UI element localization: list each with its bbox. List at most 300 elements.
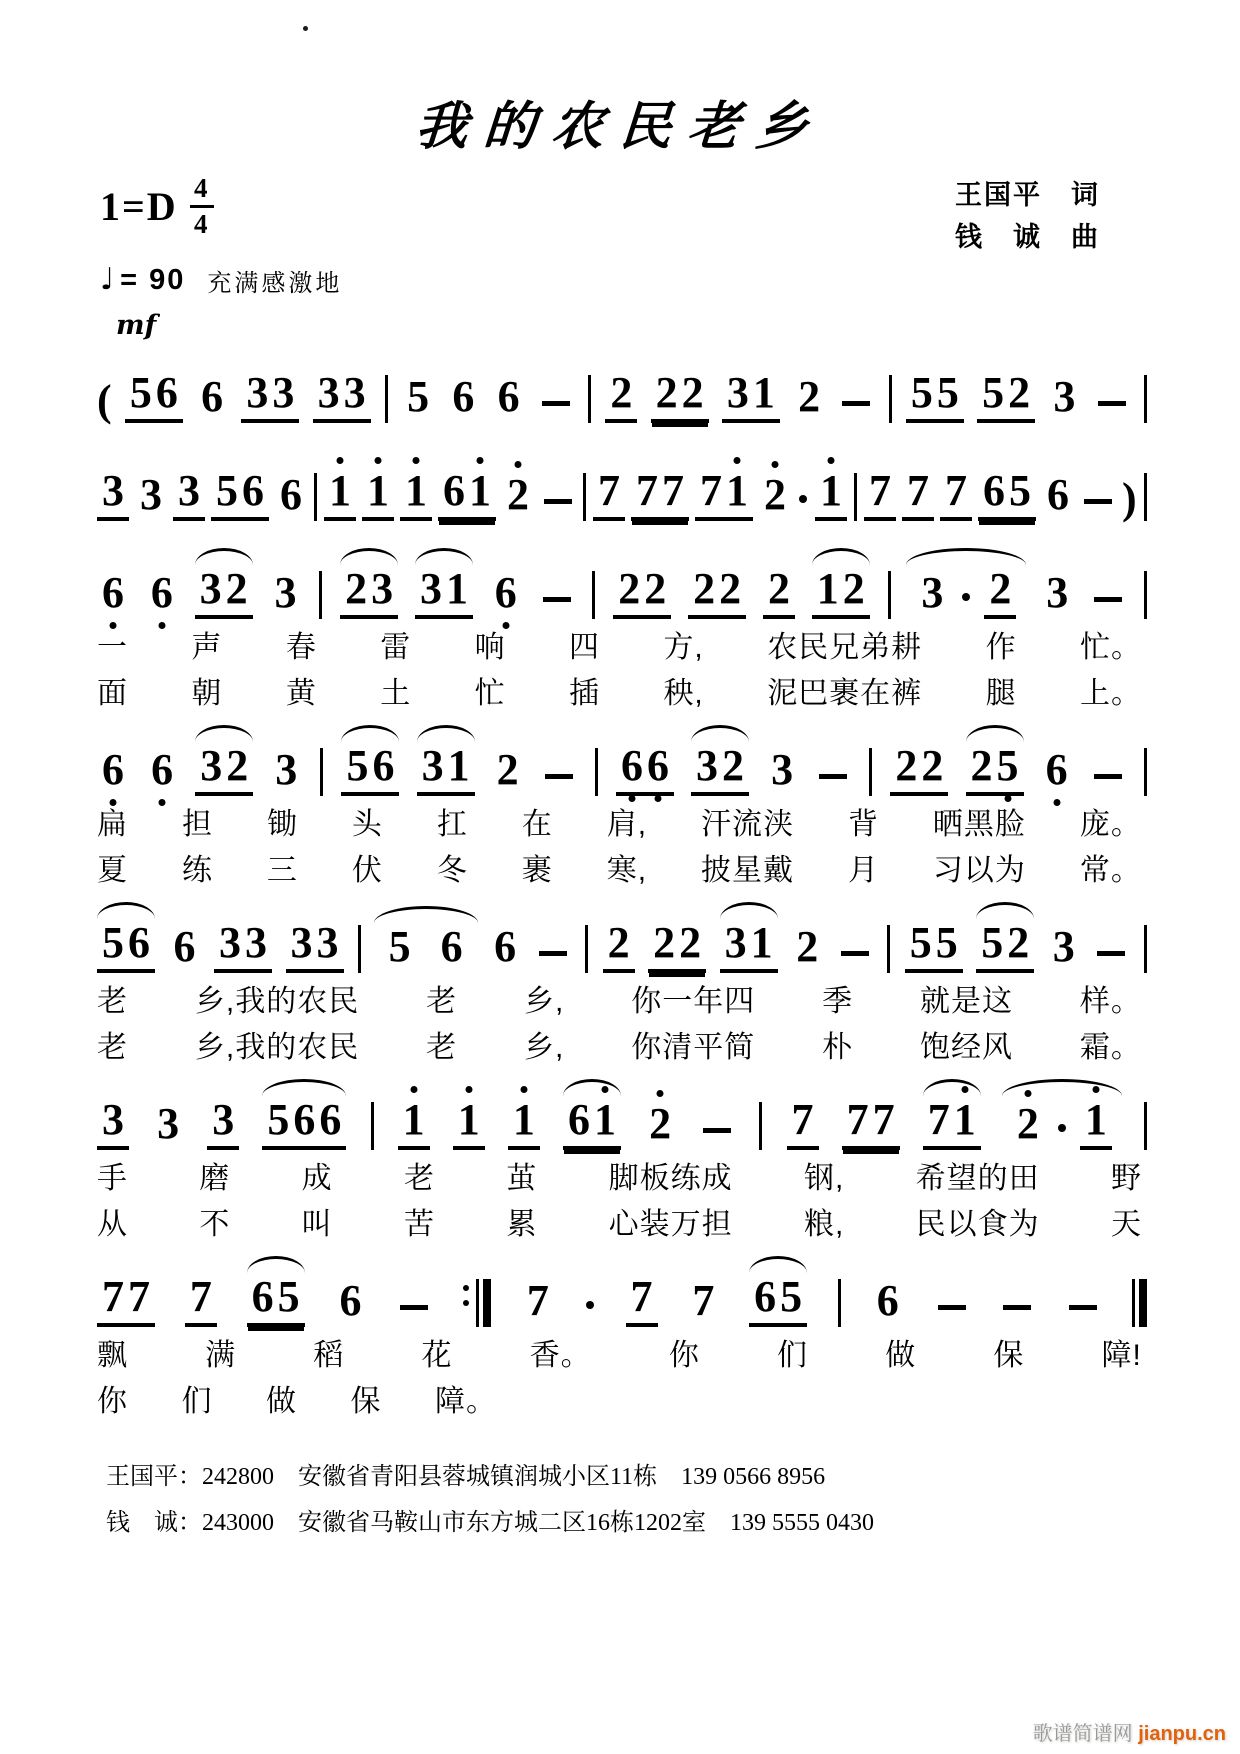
bar-thin-line bbox=[887, 925, 890, 973]
lyric-syllable: 朴 bbox=[822, 1031, 854, 1065]
tempo-value: = 90 bbox=[120, 263, 186, 296]
barline-single bbox=[319, 571, 322, 619]
note-digit: 2 bbox=[762, 473, 788, 517]
barline-single bbox=[759, 1102, 762, 1150]
note-digit: 6 bbox=[1047, 469, 1069, 519]
lyrics-line bbox=[97, 854, 1142, 889]
note-group bbox=[791, 923, 823, 973]
dash-note bbox=[543, 597, 571, 602]
barline-single bbox=[371, 1102, 374, 1150]
barline-single bbox=[588, 375, 591, 423]
dash-note bbox=[1094, 597, 1122, 602]
note-digit: 5 bbox=[129, 367, 152, 417]
note-group bbox=[415, 565, 473, 619]
note-group bbox=[563, 1096, 621, 1150]
octave-dot-high bbox=[520, 1086, 527, 1093]
bar-thin-line bbox=[854, 473, 857, 521]
lyric-syllable: 朝 bbox=[191, 677, 223, 711]
note-group bbox=[286, 919, 344, 973]
lyric-syllable: 一 bbox=[97, 630, 128, 664]
note-digit: 2 bbox=[496, 744, 519, 794]
notation-line bbox=[95, 449, 1150, 521]
song-title: 我的农民老乡 bbox=[413, 96, 826, 157]
note-digit: 5 bbox=[388, 921, 411, 971]
lyric-syllable: 障! bbox=[1101, 1338, 1142, 1372]
lyric-syllable: 晒黑脸 bbox=[932, 807, 1026, 841]
slur-group bbox=[1002, 1096, 1122, 1150]
note-digit: 7 bbox=[927, 1094, 950, 1144]
note-group bbox=[976, 919, 1034, 973]
note-group bbox=[453, 1096, 485, 1150]
octave-dot-low bbox=[110, 799, 117, 806]
note-group bbox=[493, 373, 525, 423]
note-group bbox=[766, 746, 798, 796]
octave-dot-high bbox=[1092, 1086, 1099, 1093]
note-digit: 5 bbox=[346, 740, 369, 790]
lyric-syllable: 天 bbox=[1110, 1208, 1142, 1242]
barline-single bbox=[1144, 1102, 1147, 1150]
note-digit: 5 bbox=[995, 744, 1021, 788]
note-digit: 2 bbox=[895, 740, 918, 790]
bar-thick-line bbox=[1139, 1279, 1147, 1327]
note-group bbox=[984, 565, 1016, 619]
note-group bbox=[436, 923, 468, 973]
key-signature bbox=[100, 175, 214, 238]
score-system bbox=[95, 547, 1150, 712]
note-group bbox=[812, 565, 870, 619]
lyric-syllable: 你一年四 bbox=[631, 984, 756, 1018]
octave-dot-high bbox=[1024, 1090, 1031, 1097]
barline-single bbox=[869, 748, 872, 796]
note-digit: 7 bbox=[872, 1094, 895, 1144]
lyric-syllable: 乡, bbox=[524, 984, 565, 1018]
lyric-syllable: 雷 bbox=[380, 630, 412, 664]
lyric-syllable: 老 bbox=[97, 984, 128, 1018]
note-group bbox=[906, 369, 964, 423]
augmentation-dot bbox=[799, 495, 807, 503]
note-digit: 2 bbox=[1008, 367, 1031, 417]
note-digit: 7 bbox=[846, 1094, 869, 1144]
note-digit: 5 bbox=[780, 1271, 803, 1321]
meter-numerator: 4 bbox=[193, 173, 210, 203]
octave-dot-high bbox=[375, 457, 382, 464]
note-digit: 7 bbox=[128, 1271, 150, 1321]
lyric-syllable: 你 bbox=[97, 1385, 128, 1419]
note-digit: 2 bbox=[647, 1102, 673, 1146]
note-digit: 3 bbox=[219, 917, 242, 967]
lyric-syllable: 叫 bbox=[301, 1208, 333, 1242]
lyric-syllable: 们 bbox=[777, 1338, 809, 1372]
lyric-syllable: 做 bbox=[885, 1338, 917, 1372]
lyric-syllable: 汗流浃 bbox=[701, 807, 795, 841]
note-group bbox=[241, 369, 299, 423]
note-digit: 6 bbox=[251, 1271, 274, 1321]
note-digit: 3 bbox=[696, 740, 719, 790]
note-digit: 1 bbox=[401, 1098, 427, 1142]
note-group bbox=[417, 742, 475, 796]
lyrics-line bbox=[97, 1208, 1142, 1243]
lyric-syllable: 稻 bbox=[313, 1338, 345, 1372]
note-group bbox=[626, 1273, 658, 1327]
lyric-syllable: 脚板练成 bbox=[608, 1161, 733, 1195]
lyric-syllable: 秧, bbox=[663, 677, 704, 711]
note-digit: 7 bbox=[189, 1271, 212, 1321]
bar-thin-line bbox=[888, 571, 891, 619]
time-signature bbox=[190, 175, 214, 238]
note-group bbox=[490, 569, 522, 619]
note-digit: 6 bbox=[568, 1094, 590, 1144]
note-digit: 2 bbox=[653, 917, 676, 967]
note-group bbox=[688, 565, 746, 619]
score-system bbox=[95, 1078, 1150, 1243]
dash-note bbox=[1069, 1305, 1097, 1310]
lyrics-line bbox=[97, 1162, 1142, 1197]
note-group bbox=[916, 569, 948, 619]
lyric-syllable: 扁 bbox=[97, 807, 128, 841]
note-digit: 3 bbox=[1052, 921, 1075, 971]
dash-note bbox=[400, 1305, 428, 1310]
note-group bbox=[966, 742, 1024, 796]
lyric-syllable: 忙。 bbox=[1080, 630, 1142, 664]
octave-dot-high bbox=[734, 457, 741, 464]
note-group bbox=[502, 471, 534, 521]
note-digit: 2 bbox=[842, 563, 865, 613]
slur-group bbox=[374, 923, 478, 973]
dash-note bbox=[1098, 401, 1126, 406]
note-digit: 3 bbox=[316, 917, 339, 967]
note-group bbox=[815, 467, 847, 521]
lyric-syllable: 粮, bbox=[803, 1208, 845, 1242]
note-digit: 1 bbox=[592, 1098, 618, 1142]
note-digit: 5 bbox=[1009, 465, 1031, 515]
note-digit: 3 bbox=[275, 744, 298, 794]
octave-dot-high bbox=[772, 461, 779, 468]
dash-note bbox=[841, 951, 869, 956]
lyric-syllable: 春 bbox=[285, 630, 317, 664]
meter-denominator: 4 bbox=[193, 209, 210, 239]
barline-single bbox=[385, 375, 388, 423]
bar-thin-line bbox=[314, 473, 317, 521]
note-group bbox=[270, 746, 302, 796]
note-digit: 7 bbox=[630, 1271, 653, 1321]
note-group bbox=[749, 1273, 807, 1327]
note-group bbox=[613, 565, 671, 619]
note-digit: 2 bbox=[1015, 1102, 1041, 1146]
note-digit: 5 bbox=[267, 1094, 290, 1144]
notation-line bbox=[95, 351, 1150, 423]
note-digit: 2 bbox=[610, 367, 633, 417]
note-group bbox=[651, 369, 709, 423]
lyric-syllable: 响 bbox=[474, 630, 506, 664]
lyric-syllable: 季 bbox=[822, 984, 854, 1018]
note-group bbox=[169, 923, 201, 973]
dash-note bbox=[819, 774, 847, 779]
barline-repeat bbox=[463, 1279, 491, 1327]
note-digit: 6 bbox=[493, 571, 519, 615]
lyric-syllable: 面 bbox=[97, 677, 128, 711]
lyric-syllable: 花 bbox=[421, 1338, 453, 1372]
note-group bbox=[313, 369, 371, 423]
note-digit: 2 bbox=[681, 367, 704, 417]
lyrics-line bbox=[97, 677, 1142, 712]
credits bbox=[955, 175, 1100, 259]
lyric-syllable: 担 bbox=[181, 807, 213, 841]
bar-thin-line bbox=[759, 1102, 762, 1150]
note-digit: 3 bbox=[178, 465, 200, 515]
note-digit: 5 bbox=[277, 1271, 300, 1321]
note-group bbox=[508, 1096, 540, 1150]
octave-dot-high bbox=[465, 1086, 472, 1093]
bar-thin-line bbox=[476, 1279, 479, 1327]
bar-thin-line bbox=[1144, 375, 1147, 423]
lyric-syllable: 就是这 bbox=[920, 984, 1014, 1018]
note-group bbox=[334, 1277, 366, 1327]
note-group bbox=[691, 742, 749, 796]
lyrics-line bbox=[97, 808, 1142, 843]
note-digit: 6 bbox=[983, 465, 1005, 515]
notation-line bbox=[95, 1078, 1150, 1150]
note-group bbox=[97, 919, 155, 973]
composer-credit: 钱 诚 曲 bbox=[955, 221, 1100, 252]
note-digit: 2 bbox=[798, 371, 821, 421]
note-digit: 2 bbox=[722, 740, 745, 790]
lyric-syllable: 乡,我的农民 bbox=[194, 1031, 360, 1065]
lyric-syllable: 老 bbox=[426, 984, 458, 1018]
tempo-marking bbox=[0, 259, 1240, 298]
note-digit: 2 bbox=[989, 563, 1012, 613]
barline-single bbox=[1144, 375, 1147, 423]
lyric-syllable: 土 bbox=[380, 677, 412, 711]
barline-final bbox=[1132, 1279, 1147, 1327]
note-digit: 1 bbox=[327, 469, 353, 513]
note-digit: 3 bbox=[726, 367, 749, 417]
meta-row bbox=[0, 159, 1240, 259]
note-digit: 2 bbox=[225, 563, 248, 613]
note-digit: 2 bbox=[767, 563, 790, 613]
lyric-syllable: 苦 bbox=[403, 1208, 435, 1242]
note-group bbox=[722, 369, 780, 423]
bar-thin-line bbox=[1132, 1279, 1135, 1327]
lyric-syllable: 不 bbox=[199, 1208, 231, 1242]
note-digit: 6 bbox=[149, 571, 175, 615]
note-group bbox=[97, 1273, 155, 1327]
bar-thin-line bbox=[1144, 571, 1147, 619]
lyric-syllable: 插 bbox=[569, 677, 601, 711]
fraction-bar bbox=[190, 205, 214, 208]
dash-note bbox=[1003, 1305, 1031, 1310]
note-digit: 7 bbox=[102, 1271, 124, 1321]
note-digit: 3 bbox=[200, 740, 223, 790]
barline-single bbox=[1144, 571, 1147, 619]
note-group bbox=[605, 369, 637, 423]
lyric-syllable: 从 bbox=[97, 1208, 128, 1242]
note-digit: 6 bbox=[494, 921, 517, 971]
note-group bbox=[593, 467, 625, 521]
octave-dot-low bbox=[654, 795, 661, 802]
note-digit: 5 bbox=[909, 917, 932, 967]
note-group bbox=[905, 919, 963, 973]
watermark bbox=[1033, 1717, 1226, 1746]
lyric-syllable: 在 bbox=[521, 807, 553, 841]
octave-dot-high bbox=[477, 457, 484, 464]
lyric-syllable: 冬 bbox=[436, 854, 468, 888]
bar-thin-line bbox=[320, 748, 323, 796]
note-digit: 5 bbox=[216, 465, 238, 515]
note-digit: 3 bbox=[724, 917, 747, 967]
key-text: 1=D bbox=[100, 184, 178, 229]
lyric-syllable: 保 bbox=[350, 1385, 382, 1419]
lyric-syllable: 声 bbox=[191, 630, 223, 664]
octave-dot-low bbox=[502, 622, 509, 629]
note-digit: 3 bbox=[371, 563, 394, 613]
octave-dot-low bbox=[158, 622, 165, 629]
lyric-syllable: 做 bbox=[266, 1385, 297, 1419]
bar-thin-line bbox=[371, 1102, 374, 1150]
note-group bbox=[940, 467, 972, 521]
note-group bbox=[247, 1273, 305, 1327]
note-digit: 6 bbox=[201, 371, 224, 421]
note-digit: 2 bbox=[644, 563, 667, 613]
lyric-syllable: 老 bbox=[403, 1161, 435, 1195]
barline-single bbox=[888, 571, 891, 619]
note-group bbox=[97, 569, 129, 619]
note-digit: 2 bbox=[679, 917, 702, 967]
bar-thin-line bbox=[592, 571, 595, 619]
octave-dot-high bbox=[413, 457, 420, 464]
lyric-syllable: 保 bbox=[993, 1338, 1025, 1372]
lyrics-line bbox=[97, 631, 1142, 666]
lyric-syllable: 你清平简 bbox=[631, 1031, 756, 1065]
lyricist-credit: 王国平 词 bbox=[955, 180, 1100, 210]
note-digit: 3 bbox=[199, 563, 222, 613]
note-digit: 5 bbox=[407, 371, 430, 421]
bar-thin-line bbox=[358, 925, 361, 973]
note-digit: 6 bbox=[242, 465, 264, 515]
note-group bbox=[195, 742, 253, 796]
lyric-syllable: 累 bbox=[506, 1208, 538, 1242]
lyric-syllable: 常。 bbox=[1079, 854, 1142, 888]
lyric-syllable: 飘 bbox=[97, 1338, 128, 1372]
note-group bbox=[687, 1277, 719, 1327]
note-group bbox=[1048, 373, 1080, 423]
note-digit: 1 bbox=[818, 469, 844, 513]
note-group bbox=[489, 923, 521, 973]
note-group bbox=[890, 742, 948, 796]
score-system bbox=[95, 449, 1150, 521]
lyrics-line bbox=[97, 1031, 1142, 1066]
note-digit: 3 bbox=[1046, 567, 1069, 617]
dash-note bbox=[539, 951, 567, 956]
notation-line bbox=[95, 1255, 1150, 1327]
lyric-syllable: 霜。 bbox=[1079, 1031, 1142, 1065]
note-digit: 3 bbox=[246, 367, 269, 417]
note-digit: 2 bbox=[921, 740, 944, 790]
lyric-syllable: 野 bbox=[1110, 1161, 1142, 1195]
note-group bbox=[1012, 1100, 1044, 1150]
note-group bbox=[185, 1273, 217, 1327]
note-digit: 3 bbox=[421, 740, 444, 790]
bar-thin-line bbox=[889, 375, 892, 423]
augmentation-dot bbox=[586, 1301, 594, 1309]
score-system bbox=[95, 724, 1150, 889]
lyric-syllable: 寒, bbox=[606, 854, 648, 888]
notation-line bbox=[95, 901, 1150, 973]
score-body bbox=[95, 351, 1150, 1420]
note-group bbox=[872, 1277, 904, 1327]
barline-single bbox=[592, 571, 595, 619]
note-digit: 6 bbox=[876, 1275, 899, 1325]
dash-note bbox=[544, 499, 572, 504]
note-digit: 2 bbox=[719, 563, 742, 613]
lyric-syllable: 乡, bbox=[524, 1031, 565, 1065]
note-group bbox=[340, 565, 398, 619]
lyric-syllable: 钢, bbox=[803, 1161, 845, 1195]
barline-single bbox=[585, 925, 588, 973]
note-digit: 1 bbox=[952, 1098, 978, 1142]
quarter-note-icon: ♩ bbox=[100, 262, 115, 298]
barline-single bbox=[358, 925, 361, 973]
note-digit: 6 bbox=[645, 744, 671, 788]
note-digit: 7 bbox=[526, 1275, 549, 1325]
lyric-syllable: 伏 bbox=[351, 854, 383, 888]
note-digit: 2 bbox=[607, 917, 630, 967]
lyrics-line bbox=[97, 1339, 1142, 1374]
score-system bbox=[95, 1255, 1150, 1420]
lyric-syllable: 习以为 bbox=[932, 854, 1026, 888]
note-digit: 6 bbox=[100, 571, 126, 615]
lyric-syllable: 四 bbox=[569, 630, 601, 664]
note-group bbox=[97, 1096, 129, 1150]
lyric-syllable: 锄 bbox=[266, 807, 298, 841]
note-digit: 2 bbox=[345, 563, 368, 613]
lyric-syllable: 披星戴 bbox=[701, 854, 795, 888]
bar-thin-line bbox=[838, 1279, 841, 1327]
octave-dot-low bbox=[1053, 799, 1060, 806]
note-group bbox=[695, 467, 753, 521]
note-group bbox=[787, 1096, 819, 1150]
note-digit: 6 bbox=[497, 371, 520, 421]
watermark-site: 歌谱简谱网 bbox=[1032, 1723, 1133, 1745]
note-digit: 1 bbox=[750, 917, 773, 967]
note-group bbox=[864, 467, 896, 521]
dash-note bbox=[1084, 499, 1112, 504]
dash-note bbox=[542, 401, 570, 406]
note-group bbox=[631, 467, 689, 521]
note-digit: 3 bbox=[212, 1094, 235, 1144]
lyric-syllable: 心装万担 bbox=[608, 1208, 733, 1242]
note-group bbox=[275, 471, 307, 521]
bar-thin-line bbox=[588, 375, 591, 423]
note-digit: 5 bbox=[981, 917, 1004, 967]
note-group bbox=[1042, 471, 1074, 521]
note-group bbox=[262, 1096, 346, 1150]
dash-note bbox=[1094, 774, 1122, 779]
note-group bbox=[648, 919, 706, 973]
note-digit: 7 bbox=[791, 1094, 814, 1144]
note-digit: 3 bbox=[274, 567, 297, 617]
note-digit: 3 bbox=[245, 917, 268, 967]
barline-single bbox=[1144, 925, 1147, 973]
note-digit: 5 bbox=[935, 917, 958, 967]
note-group bbox=[207, 1096, 239, 1150]
lyric-syllable: 腿 bbox=[985, 677, 1017, 711]
lyric-syllable: 头 bbox=[351, 807, 383, 841]
note-digit: 1 bbox=[365, 469, 391, 513]
note-group bbox=[977, 369, 1035, 423]
note-group bbox=[135, 471, 167, 521]
lyric-syllable: 样。 bbox=[1079, 984, 1142, 1018]
note-group bbox=[1041, 569, 1073, 619]
